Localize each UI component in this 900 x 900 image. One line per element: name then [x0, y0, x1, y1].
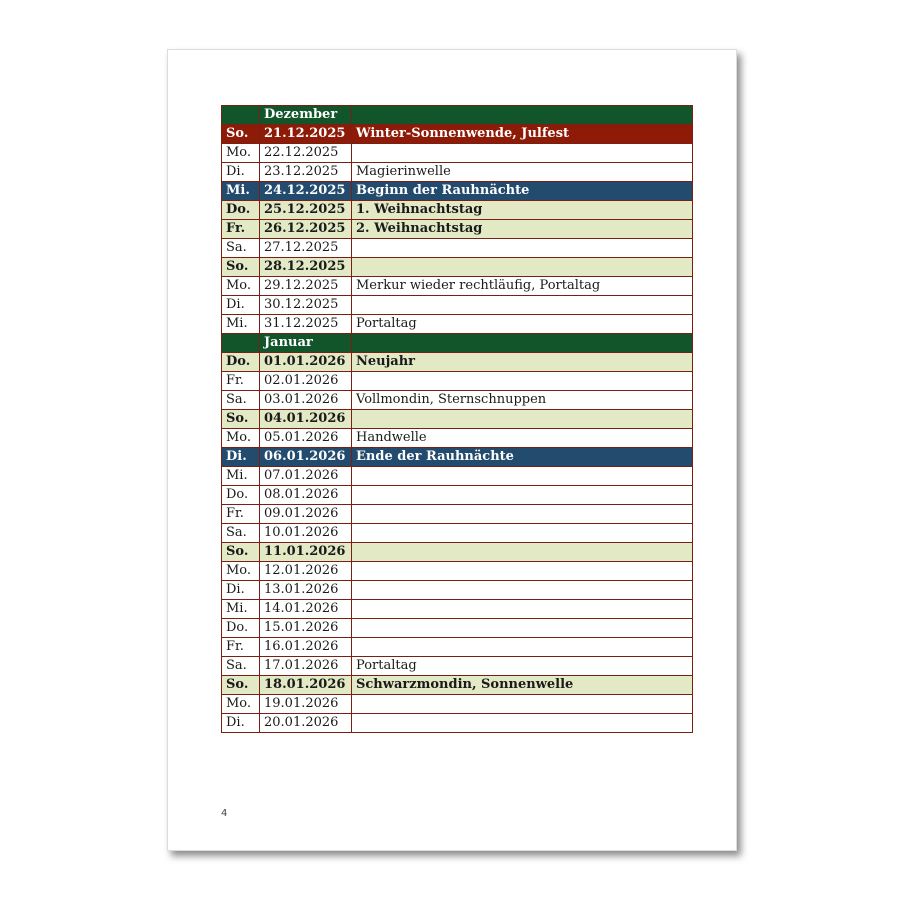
date-cell: 02.01.2026	[260, 372, 352, 391]
date-cell: 18.01.2026	[260, 676, 352, 695]
weekday-cell: Do.	[222, 486, 260, 505]
note-cell	[352, 106, 693, 125]
note-cell	[352, 372, 693, 391]
date-cell: 19.01.2026	[260, 695, 352, 714]
weekday-cell: Sa.	[222, 239, 260, 258]
calendar-row	[222, 486, 693, 505]
weekday-cell: Mi.	[222, 315, 260, 334]
date-cell: 16.01.2026	[260, 638, 352, 657]
month-header-row	[222, 334, 693, 353]
weekday-cell: Sa.	[222, 391, 260, 410]
weekday-cell: Mo.	[222, 695, 260, 714]
note-cell	[352, 524, 693, 543]
date-cell: 26.12.2025	[260, 220, 352, 239]
weekday-cell: Di.	[222, 448, 260, 467]
note-cell: Schwarzmondin, Sonnenwelle	[352, 676, 693, 695]
weekday-cell: Do.	[222, 353, 260, 372]
calendar-row	[222, 657, 693, 676]
date-cell: 01.01.2026	[260, 353, 352, 372]
calendar-row	[222, 619, 693, 638]
calendar-row	[222, 714, 693, 733]
calendar-row	[222, 353, 693, 372]
calendar-row	[222, 391, 693, 410]
calendar-row	[222, 201, 693, 220]
weekday-cell: Di.	[222, 581, 260, 600]
note-cell	[352, 619, 693, 638]
weekday-cell: Di.	[222, 714, 260, 733]
weekday-cell: Fr.	[222, 372, 260, 391]
calendar-row	[222, 372, 693, 391]
weekday-cell: Do.	[222, 619, 260, 638]
note-cell	[352, 714, 693, 733]
calendar-row	[222, 220, 693, 239]
note-cell	[352, 543, 693, 562]
weekday-cell: Do.	[222, 201, 260, 220]
calendar-row	[222, 410, 693, 429]
weekday-cell: Di.	[222, 163, 260, 182]
calendar-row	[222, 505, 693, 524]
note-cell: 1. Weihnachtstag	[352, 201, 693, 220]
date-cell: 29.12.2025	[260, 277, 352, 296]
date-cell: 10.01.2026	[260, 524, 352, 543]
weekday-cell: Sa.	[222, 657, 260, 676]
note-cell	[352, 258, 693, 277]
weekday-cell	[222, 334, 260, 353]
calendar-row	[222, 315, 693, 334]
note-cell	[352, 486, 693, 505]
date-cell: 24.12.2025	[260, 182, 352, 201]
calendar-body	[222, 106, 693, 733]
page-number: 4	[221, 808, 228, 819]
note-cell	[352, 239, 693, 258]
note-cell	[352, 410, 693, 429]
document-page	[167, 49, 737, 851]
note-cell: Beginn der Rauhnächte	[352, 182, 693, 201]
date-cell: 04.01.2026	[260, 410, 352, 429]
date-cell: 31.12.2025	[260, 315, 352, 334]
note-cell	[352, 695, 693, 714]
month-header-row	[222, 106, 693, 125]
calendar-row	[222, 600, 693, 619]
date-cell: 17.01.2026	[260, 657, 352, 676]
calendar-row	[222, 581, 693, 600]
month-name-cell: Dezember	[260, 106, 352, 125]
date-cell: 21.12.2025	[260, 125, 352, 144]
month-name-cell: Januar	[260, 334, 352, 353]
date-cell: 06.01.2026	[260, 448, 352, 467]
weekday-cell: So.	[222, 258, 260, 277]
weekday-cell: Mo.	[222, 144, 260, 163]
calendar-row	[222, 163, 693, 182]
weekday-cell: Mi.	[222, 600, 260, 619]
date-cell: 15.01.2026	[260, 619, 352, 638]
date-cell: 13.01.2026	[260, 581, 352, 600]
date-cell: 05.01.2026	[260, 429, 352, 448]
date-cell: 28.12.2025	[260, 258, 352, 277]
weekday-cell: So.	[222, 410, 260, 429]
note-cell: Vollmondin, Sternschnuppen	[352, 391, 693, 410]
note-cell: Portaltag	[352, 315, 693, 334]
weekday-cell: So.	[222, 125, 260, 144]
calendar-row	[222, 239, 693, 258]
note-cell: Handwelle	[352, 429, 693, 448]
calendar-row	[222, 543, 693, 562]
date-cell: 09.01.2026	[260, 505, 352, 524]
calendar-row	[222, 277, 693, 296]
weekday-cell: Sa.	[222, 524, 260, 543]
date-cell: 27.12.2025	[260, 239, 352, 258]
calendar-row	[222, 676, 693, 695]
calendar-row	[222, 429, 693, 448]
weekday-cell: Mo.	[222, 277, 260, 296]
calendar-row	[222, 258, 693, 277]
weekday-cell: Fr.	[222, 220, 260, 239]
note-cell: Magierinwelle	[352, 163, 693, 182]
calendar-row	[222, 638, 693, 657]
calendar-row	[222, 125, 693, 144]
calendar-row	[222, 296, 693, 315]
date-cell: 20.01.2026	[260, 714, 352, 733]
date-cell: 30.12.2025	[260, 296, 352, 315]
date-cell: 14.01.2026	[260, 600, 352, 619]
weekday-cell: Fr.	[222, 505, 260, 524]
calendar-row	[222, 448, 693, 467]
note-cell	[352, 144, 693, 163]
note-cell	[352, 334, 693, 353]
date-cell: 07.01.2026	[260, 467, 352, 486]
calendar-row	[222, 562, 693, 581]
weekday-cell: Mo.	[222, 562, 260, 581]
note-cell: Portaltag	[352, 657, 693, 676]
weekday-cell: So.	[222, 676, 260, 695]
calendar-row	[222, 695, 693, 714]
weekday-cell: Mi.	[222, 467, 260, 486]
date-cell: 22.12.2025	[260, 144, 352, 163]
weekday-cell: Mi.	[222, 182, 260, 201]
calendar-row	[222, 467, 693, 486]
note-cell	[352, 581, 693, 600]
weekday-cell: So.	[222, 543, 260, 562]
note-cell	[352, 638, 693, 657]
note-cell	[352, 467, 693, 486]
weekday-cell	[222, 106, 260, 125]
calendar-row	[222, 144, 693, 163]
date-cell: 03.01.2026	[260, 391, 352, 410]
date-cell: 08.01.2026	[260, 486, 352, 505]
weekday-cell: Di.	[222, 296, 260, 315]
date-cell: 25.12.2025	[260, 201, 352, 220]
weekday-cell: Mo.	[222, 429, 260, 448]
note-cell	[352, 600, 693, 619]
note-cell: Ende der Rauhnächte	[352, 448, 693, 467]
note-cell: 2. Weihnachtstag	[352, 220, 693, 239]
note-cell	[352, 562, 693, 581]
note-cell: Merkur wieder rechtläufig, Portaltag	[352, 277, 693, 296]
calendar-row	[222, 182, 693, 201]
date-cell: 23.12.2025	[260, 163, 352, 182]
note-cell: Neujahr	[352, 353, 693, 372]
calendar-row	[222, 524, 693, 543]
note-cell	[352, 505, 693, 524]
date-cell: 12.01.2026	[260, 562, 352, 581]
note-cell	[352, 296, 693, 315]
calendar-table	[221, 105, 693, 733]
date-cell: 11.01.2026	[260, 543, 352, 562]
weekday-cell: Fr.	[222, 638, 260, 657]
note-cell: Winter-Sonnenwende, Julfest	[352, 125, 693, 144]
